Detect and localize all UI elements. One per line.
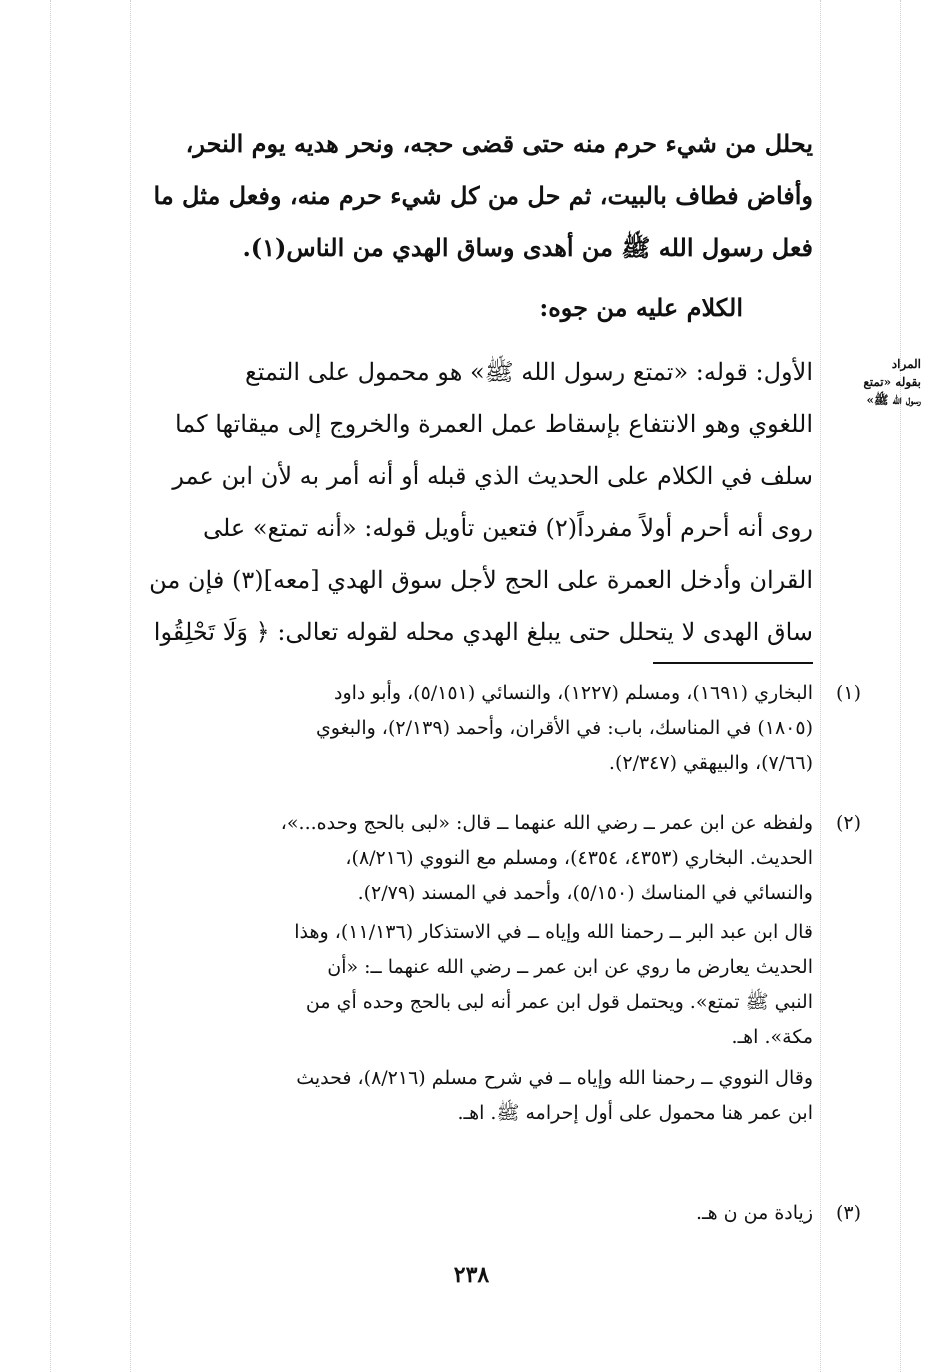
section-heading [133,282,813,334]
text-line: سلف في الكلام على الحديث الذي قبله أو أنه أمر به لأن ابن عمر [172,462,813,490]
text-line: روى أنه أحرم أولاً مفرداً(٢) فتعين تأويل قوله: «أنه تمتع» على [202,514,813,542]
footnote-line: ولفظه عن ابن عمر ــ رضي الله عنهما ــ قال: «لبى بالحج وحده...»، [280,812,813,834]
text-line: وأفاض فطاف بالبيت، ثم حل من كل شيء حرم منه، وفعل مثل ما [153,181,813,210]
footnote-line: قال ابن عبد البر ــ رحمنا الله وإياه ــ في الاستذكار (١١/١٣٦)، وهذا [294,921,813,943]
heading-text: الكلام عليه من جوه: [539,293,743,322]
scan-guide-line [820,0,821,1372]
scan-guide-line [900,0,901,1372]
footnote-line: زيادة من ن هـ. [695,1202,813,1224]
footnote-line: وقال النووي ــ رحمنا الله وإياه ــ في شرح مسلم (٨/٢١٦)، فحديث [296,1067,813,1089]
footnote-line: مكة». اهـ. [731,1026,813,1048]
footnote-line: الحديث. البخاري (٤٣٥٣، ٤٣٥٤)، ومسلم مع النووي (٨/٢١٦)، [345,847,813,869]
margin-note-line: رسول الله ﷺ» [866,393,921,407]
text-line: القران وأدخل العمرة على الحج لأجل سوق الهدي [معه](٣) فإن من [149,566,813,594]
margin-note-line: المراد [891,357,921,371]
commentary-paragraph [133,346,813,658]
scan-guide-line [130,0,131,1372]
footnote-2 [133,806,861,1131]
footnote-line: البخاري (١٦٩١)، ومسلم (١٢٢٧)، والنسائي (٥/١٥١)، وأبو داود [334,682,813,704]
text-line: الأول: قوله: «تمتع رسول الله ﷺ» هو محمول على التمتع [244,358,813,386]
text-line: يحلل من شيء حرم منه حتى قضى حجه، ونحر هديه يوم النحر، [185,129,813,158]
scan-guide-line [50,0,51,1372]
footnote-line: النبي ﷺ تمتع». ويحتمل قول ابن عمر أنه لبى بالحج وحده أي من [305,991,813,1013]
page-number: ٢٣٨ [453,1262,490,1288]
text-line: اللغوي وهو الانتفاع بإسقاط عمل العمرة والخروج إلى ميقاتها كما [174,410,813,438]
footnote-3 [133,1196,861,1231]
footnote-line: (١٨٠٥) في المناسك، باب: في الأقران، وأحمد (٢/١٣٩)، والبغوي [315,717,813,739]
footnote-number: (١) [835,682,861,704]
footnote-number: (٢) [835,812,861,834]
footnote-line: (٧/٦٦)، والبيهقي (٢/٣٤٧). [608,752,813,774]
footnote-line: الحديث يعارض ما روي عن ابن عمر ــ رضي الله عنهما ــ: «أن [327,956,813,978]
text-line: ساق الهدى لا يتحلل حتى يبلغ الهدي محله لقوله تعالى: ﴿ وَلَا تَحْلِقُوا [153,618,813,646]
footnote-1 [133,676,861,781]
footnote-number: (٣) [835,1202,861,1224]
footnote-separator [653,662,813,664]
text-line: فعل رسول الله ﷺ من أهدى وساق الهدي من الناس(١). [242,233,813,262]
margin-note [821,355,921,409]
intro-paragraph [133,118,813,274]
margin-note-line: بقوله «تمتع [863,375,921,389]
footnote-line: والنسائي في المناسك (٥/١٥٠)، وأحمد في المسند (٢/٧٩). [357,882,813,904]
footnote-line: ابن عمر هنا محمول على أول إحرامه ﷺ. اهـ. [457,1102,813,1124]
